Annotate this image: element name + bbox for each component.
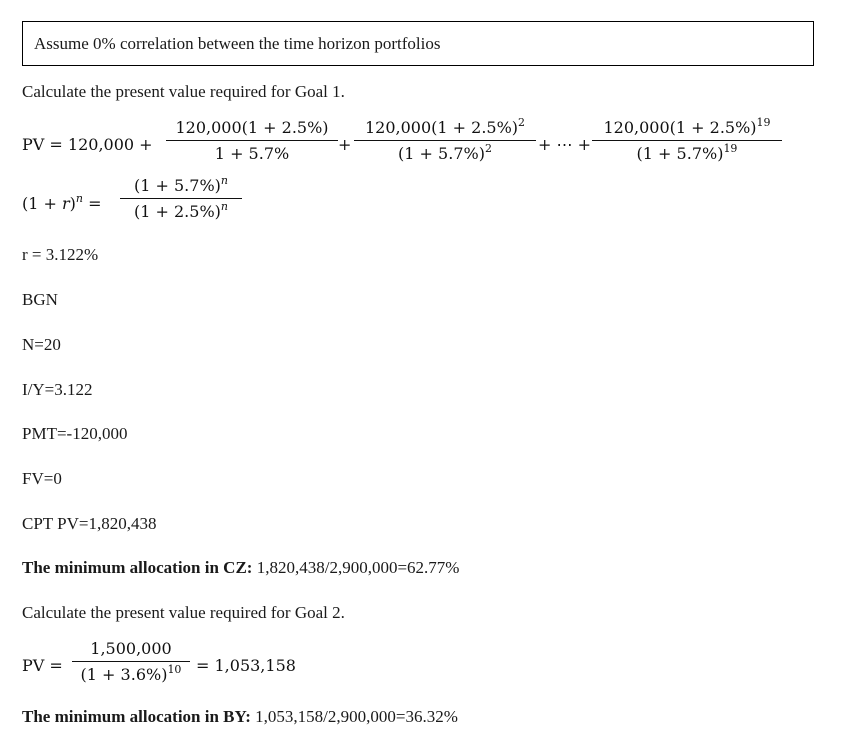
rate-equation-lhs: $(1 + r)^n$ = <box>22 192 102 213</box>
goal2-heading: Calculate the present value required for Goal 2. <box>22 603 345 622</box>
goal1-heading: Calculate the present value required for Goal 1. <box>22 82 345 101</box>
goal1-term2-numerator: $120,000(1 + 2.5\%)^2$ <box>364 116 526 137</box>
goal2-allocation <box>22 707 458 727</box>
goal2-fraction <box>72 639 190 684</box>
step-n: N=20 <box>22 335 61 354</box>
goal1-allocation <box>22 558 459 578</box>
step-cpt-pv: CPT PV=1,820,438 <box>22 514 157 533</box>
rate-denominator: $(1 + 2.5\%)^n$ <box>134 200 228 221</box>
fraction-bar <box>72 661 190 662</box>
goal2-pv-lhs: PV = <box>22 656 63 675</box>
step-iy: I/Y=3.122 <box>22 380 93 399</box>
goal1-term2-fraction <box>354 118 536 163</box>
goal2-pv-result: = 1,053,158 <box>196 656 296 675</box>
fraction-bar <box>166 140 338 141</box>
goal2-denominator: $(1 + 3.6\%)^{10}$ <box>80 663 182 684</box>
goal1-term1-fraction <box>166 118 338 163</box>
step-rate: r = 3.122% <box>22 245 99 264</box>
rate-numerator: $(1 + 5.7\%)^n$ <box>134 174 228 195</box>
step-fv: FV=0 <box>22 469 62 488</box>
fraction-bar <box>120 198 242 199</box>
step-bgn: BGN <box>22 290 58 309</box>
goal1-plus: + <box>338 135 352 154</box>
step-pmt: PMT=-120,000 <box>22 424 128 443</box>
goal1-term2-denominator: $(1 + 5.7\%)^2$ <box>398 142 492 163</box>
goal1-term1-denominator: 1 + 5.7% <box>214 144 290 163</box>
fraction-bar <box>592 140 782 141</box>
assumption-box <box>22 21 814 66</box>
goal1-term3-denominator: $(1 + 5.7\%)^{19}$ <box>636 142 738 163</box>
goal1-term3-numerator: $120,000(1 + 2.5\%)^{19}$ <box>603 116 771 137</box>
allocation-label: The minimum allocation in CZ: <box>22 558 253 577</box>
allocation-label: The minimum allocation in BY: <box>22 707 251 726</box>
rate-equation-fraction <box>120 176 242 221</box>
goal2-numerator: 1,500,000 <box>90 639 172 658</box>
allocation-value: 1,820,438/2,900,000=62.77% <box>252 558 460 577</box>
goal1-term3-fraction <box>592 118 782 163</box>
goal1-ellipsis: + ⋯ + <box>538 135 591 154</box>
fraction-bar <box>354 140 536 141</box>
allocation-value: 1,053,158/2,900,000=36.32% <box>250 707 458 726</box>
goal1-term1-numerator: 120,000(1 + 2.5%) <box>175 118 329 137</box>
assumption-text: Assume 0% correlation between the time horizon portfolios <box>34 34 441 53</box>
goal1-pv-lhs: PV = 120,000 + <box>22 135 153 154</box>
